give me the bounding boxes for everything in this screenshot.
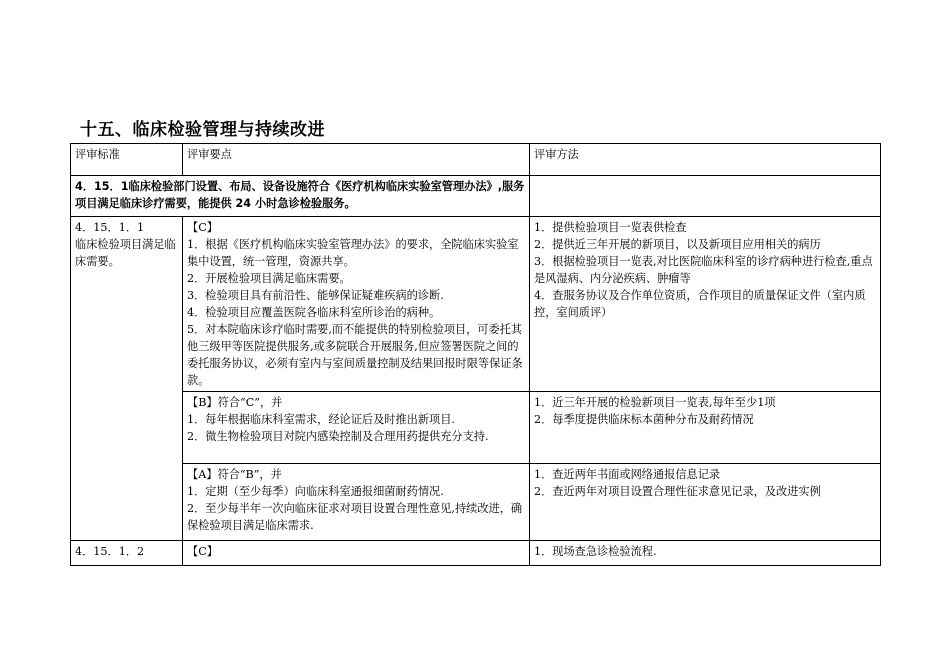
item2-methods	[530, 541, 881, 566]
standards-table	[70, 143, 881, 566]
list-item: 1．每年根据临床科室需求，经论证后及时推出新项目.	[187, 413, 455, 426]
item1-code: 4．15．1．1	[75, 221, 145, 234]
list-item: 4．检验项目应覆盖医院各临床科室所诊治的病种。	[187, 306, 441, 319]
list-item: 4．查服务协议及合作单位资质，合作项目的质量保证文件（室内质控，室间质评）	[534, 289, 866, 319]
item1-grade-a-points	[183, 464, 530, 541]
header-method: 评审方法	[530, 144, 881, 176]
grade-label: 【A】符合“B”，并	[187, 468, 282, 481]
item2-grade-label: 【C】	[183, 541, 530, 566]
list-item: 1．现场查急诊检验流程.	[534, 545, 657, 558]
list-item: 2．每季度提供临床标本菌种分布及耐药情况	[534, 413, 754, 426]
item1-desc: 临床检验项目满足临床需要。	[75, 238, 176, 268]
list-item: 3．根据检验项目一览表,对比医院临床科室的诊疗病种进行检查,重点是风湿病、内分泌疾病、肿瘤等	[534, 255, 873, 285]
list-item: 2．微生物检验项目对院内感染控制及合理用药提供充分支持.	[187, 430, 489, 443]
list-item: 2．开展检验项目满足临床需要。	[187, 272, 351, 285]
item1-grade-a-methods	[530, 464, 881, 541]
list-item: 5．对本院临床诊疗临时需要,而不能提供的特别检验项目，可委托其他三级甲等医院提供服务,或多院联合开展服务,但应签署医院之间的委托服务协议，必须有室内与室间质量控制及结果回报时限等保证条款。	[187, 323, 523, 387]
list-item: 1．近三年开展的检验新项目一览表,每年至少1项	[534, 396, 776, 409]
list-item: 1．定期（至少每季）向临床科室通报细菌耐药情况.	[187, 485, 444, 498]
list-item: 1．查近两年书面或网络通报信息记录	[534, 468, 721, 481]
header-key-points: 评审要点	[183, 144, 530, 176]
item1-standard-cell	[71, 217, 183, 541]
grade-label: 【B】符合“C”，并	[187, 396, 283, 409]
table-header-row	[71, 144, 881, 176]
section-text: 4．15．1临床检验部门设置、布局、设备设施符合《医疗机构临床实验室管理办法》,服务项目满足临床诊疗需要，能提供 24 小时急诊检验服务。	[71, 176, 530, 217]
table-row	[71, 541, 881, 566]
list-item: 2．至少每半年一次向临床征求对项目设置合理性意见,持续改进，确保检验项目满足临床需求.	[187, 502, 523, 532]
list-item: 1．根据《医疗机构临床实验室管理办法》的要求，全院临床实验室集中设置，统一管理，资源共享。	[187, 238, 519, 268]
table-row	[71, 217, 881, 392]
item1-grade-b-methods	[530, 392, 881, 464]
item1-grade-c-methods	[530, 217, 881, 392]
header-standard: 评审标准	[71, 144, 183, 176]
section-row	[71, 176, 881, 217]
section-empty-cell	[530, 176, 881, 217]
list-item: 3．检验项目具有前沿性、能够保证疑难疾病的诊断.	[187, 289, 444, 302]
item2-code: 4．15．1．2	[71, 541, 183, 566]
item1-grade-c-points	[183, 217, 530, 392]
list-item: 1．提供检验项目一览表供检查	[534, 221, 687, 234]
page-title: 十五、临床检验管理与持续改进	[80, 120, 325, 140]
table-row	[71, 464, 881, 541]
list-item: 2．查近两年对项目设置合理性征求意见记录，及改进实例	[534, 485, 821, 498]
table-row	[71, 392, 881, 464]
list-item: 2．提供近三年开展的新项目，以及新项目应用相关的病历	[534, 238, 821, 251]
grade-label: 【C】	[187, 221, 218, 234]
item1-grade-b-points	[183, 392, 530, 464]
